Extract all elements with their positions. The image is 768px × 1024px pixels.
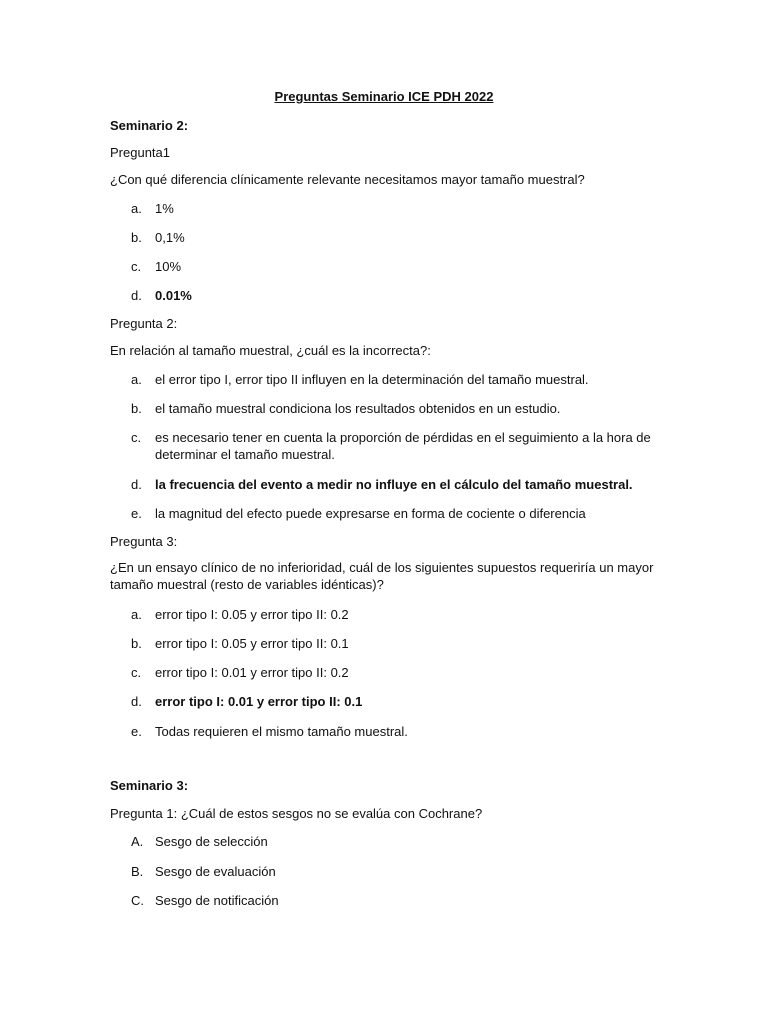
option-text: 10%: [155, 259, 182, 274]
answer-option: [110, 892, 655, 909]
option-text: Todas requieren el mismo tamaño muestral.: [155, 724, 408, 739]
option-text: 0,1%: [155, 230, 185, 245]
option-marker: A.: [131, 834, 144, 849]
question-text: En relación al tamaño muestral, ¿cuál es la incorrecta?:: [110, 343, 431, 358]
question-text: ¿Con qué diferencia clínicamente relevante necesitamos mayor tamaño muestral?: [110, 172, 585, 187]
question-label: Pregunta 2:: [110, 316, 178, 331]
answer-option-correct: [110, 693, 655, 710]
answer-option: [110, 863, 655, 880]
answer-option: [110, 258, 655, 275]
option-text: Sesgo de selección: [155, 834, 268, 849]
answer-option: [110, 723, 655, 740]
option-marker: B.: [131, 864, 144, 879]
option-marker: a.: [131, 372, 142, 387]
option-marker: a.: [131, 201, 142, 216]
option-text: error tipo I: 0.05 y error tipo II: 0.2: [155, 607, 349, 622]
document-title: Preguntas Seminario ICE PDH 2022: [274, 89, 494, 104]
option-text: 0.01%: [155, 288, 192, 303]
option-marker: a.: [131, 607, 142, 622]
option-marker: e.: [131, 724, 142, 739]
answer-option-correct: [110, 287, 655, 304]
answer-option: [110, 200, 655, 217]
option-text: Sesgo de notificación: [155, 893, 279, 908]
answer-option: [110, 635, 655, 652]
question-label: Pregunta1: [110, 145, 170, 160]
answer-option: [110, 429, 655, 463]
option-text: el tamaño muestral condiciona los resultados obtenidos en un estudio.: [155, 401, 561, 416]
option-marker: d.: [131, 694, 142, 709]
option-text: el error tipo I, error tipo II influyen en la determinación del tamaño muestral.: [155, 372, 589, 387]
answer-option-correct: [110, 476, 655, 493]
question-label: Pregunta 3:: [110, 534, 178, 549]
question-text: ¿En un ensayo clínico de no inferioridad, cuál de los siguientes supuestos requeriría un mayor tamaño muestral (resto de variables idénticas)?: [110, 560, 654, 592]
option-text: error tipo I: 0.01 y error tipo II: 0.2: [155, 665, 349, 680]
option-marker: b.: [131, 230, 142, 245]
option-marker: e.: [131, 506, 142, 521]
answer-option: [110, 229, 655, 246]
option-text: Sesgo de evaluación: [155, 864, 276, 879]
option-marker: d.: [131, 477, 142, 492]
answer-option: [110, 505, 655, 522]
option-marker: b.: [131, 636, 142, 651]
option-marker: b.: [131, 401, 142, 416]
option-text: error tipo I: 0.01 y error tipo II: 0.1: [155, 694, 363, 709]
option-text: es necesario tener en cuenta la proporción de pérdidas en el seguimiento a la hora de determinar el tamaño muestral.: [155, 430, 651, 462]
option-marker: c.: [131, 430, 142, 445]
answer-option: [110, 606, 655, 623]
option-text: la frecuencia del evento a medir no influye en el cálculo del tamaño muestral.: [155, 477, 633, 492]
option-text: 1%: [155, 201, 174, 216]
answer-option: [110, 371, 655, 388]
seminario-3-heading: Seminario 3:: [110, 778, 189, 793]
option-marker: c.: [131, 259, 142, 274]
seminario-2-heading: Seminario 2:: [110, 118, 189, 133]
option-text: error tipo I: 0.05 y error tipo II: 0.1: [155, 636, 349, 651]
answer-option: [110, 400, 655, 417]
option-marker: d.: [131, 288, 142, 303]
option-marker: C.: [131, 893, 144, 908]
answer-option: [110, 833, 655, 850]
option-marker: c.: [131, 665, 142, 680]
option-text: la magnitud del efecto puede expresarse en forma de cociente o diferencia: [155, 506, 586, 521]
answer-option: [110, 664, 655, 681]
question-text: Pregunta 1: ¿Cuál de estos sesgos no se evalúa con Cochrane?: [110, 806, 483, 821]
